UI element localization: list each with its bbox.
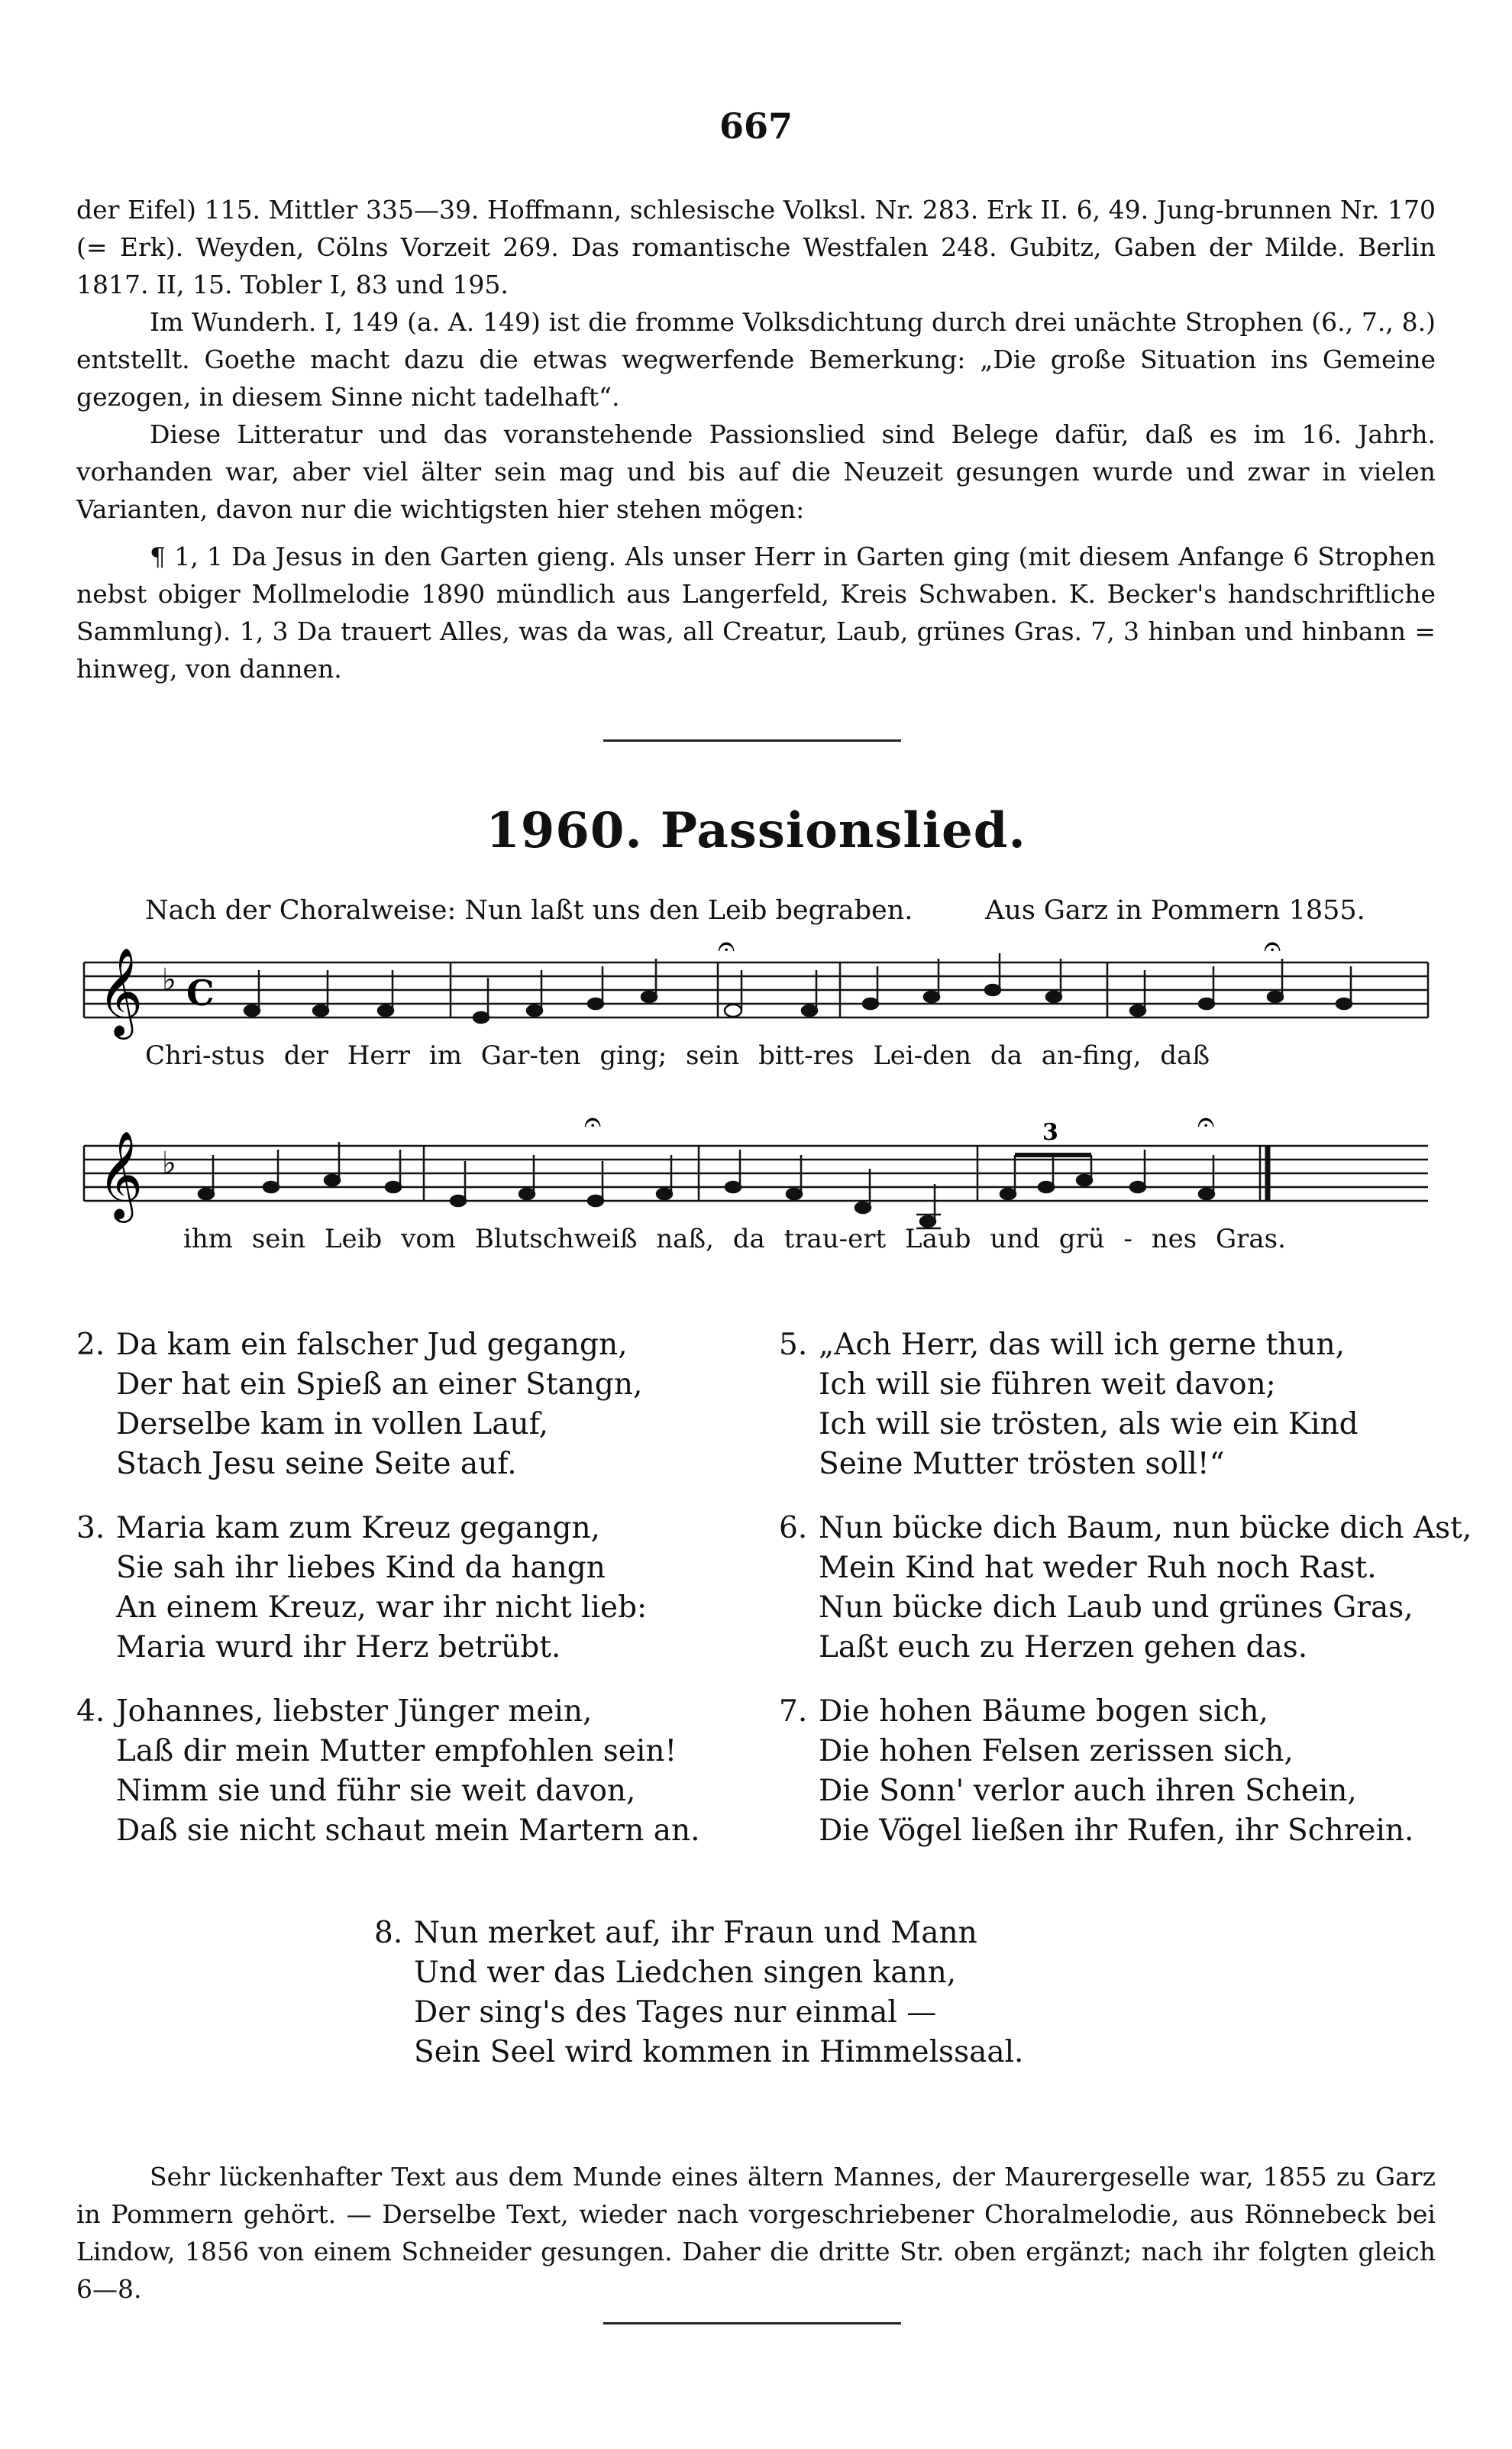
fermata-icon: 𝄐: [584, 1105, 602, 1140]
fermata-icon: 𝄐: [1197, 1105, 1215, 1140]
song-origin: Aus Garz in Pommern 1855.: [985, 895, 1365, 926]
treble-clef-icon: 𝄞: [98, 1130, 144, 1219]
song-title: [0, 802, 1512, 859]
fermata-icon: 𝄐: [1264, 929, 1281, 964]
fermata-icon: 𝄐: [718, 929, 735, 964]
stanza-2: 2. Da kam ein falscher Jud gegangn, Der hat ein Spieß an einer Stangn, Derselbe kam in vollen Lauf, Stach Jesu seine Seite auf.: [76, 1328, 643, 1481]
lyrics-line-2: ihm sein Leib vom Blutschweiß naß, da trau-ert Laub und grü - nes Gras.: [183, 1224, 1286, 1254]
svg-text:C: C: [186, 972, 215, 1014]
stanza-7: 7. Die hohen Bäume bogen sich, Die hohen Felsen zerissen sich, Die Sonn' verlor auch ihren Schein, Die Vögel ließen ihr Rufen, ihr Schrein.: [779, 1694, 1414, 1848]
svg-text:♭: ♭: [162, 1146, 176, 1181]
treble-clef-icon: 𝄞: [98, 946, 144, 1036]
lyrics-line-1: Chri-stus der Herr im Gar-ten ging; sein bitt-res Lei-den da an-fing, daß: [145, 1040, 1210, 1071]
stanza-6: 6. Nun bücke dich Baum, nun bücke dich Ast, Mein Kind hat weder Ruh noch Rast. Nun bücke dich Laub und grünes Gras, Laßt euch zu Herzen gehen das.: [779, 1511, 1472, 1664]
stanza-4: 4. Johannes, liebster Jünger mein, Laß dir mein Mutter empfohlen sein! Nimm sie und führ sie weit davon, Daß sie nicht schaut mein Martern an.: [76, 1694, 700, 1848]
stanza-5: 5. „Ach Herr, das will ich gerne thun, Ich will sie führen weit davon; Ich will sie trösten, als wie ein Kind Seine Mutter trösten soll!“: [779, 1328, 1359, 1481]
svg-text:♭: ♭: [162, 962, 176, 998]
references-text: der Eifel) 115. Mittler 335—39. Hoffmann, schlesische Volksl. Nr. 283. Erk II. 6, 49. Jung-brunnen Nr. 170 (= Erk). Weyden, Cölns Vorzeit 269. Das romantische Westfalen 248. Gubitz, Gaben der Milde. Berlin 1817. II, 15. Tobler I, 83 und 195.: [76, 195, 1436, 299]
melody-source: Nach der Choralweise: Nun laßt uns den Leib begraben.: [145, 895, 913, 926]
divider-bottom: [603, 2322, 901, 2324]
page-number: 667: [719, 105, 793, 147]
stanzas-left: [76, 1325, 764, 1851]
literature-note: Diese Litteratur und das voranstehende Passionslied sind Belege dafür, daß es im 16. Jahrh. vorhanden war, aber viel älter sein mag und bis auf die Neuzeit gesungen wurde und zwar in vielen Varianten, davon nur die wichtigsten hier stehen mögen:: [76, 419, 1436, 524]
references-paragraph: [76, 191, 1436, 528]
song-number: 1960.: [486, 802, 643, 859]
source-note: [76, 2158, 1436, 2308]
triplet-mark: 3: [1042, 1119, 1058, 1146]
divider-top: [603, 739, 901, 742]
stanza-3: 3. Maria kam zum Kreuz gegangn, Sie sah ihr liebes Kind da hangn An einem Kreuz, war ihr nicht lieb: Maria wurd ihr Herz betrübt.: [76, 1511, 648, 1664]
wunderhorn-note: Im Wunderh. I, 149 (a. A. 149) ist die fromme Volksdichtung durch drei unächte Strophen (6., 7., 8.) entstellt. Goethe macht dazu die etwas wegwerfende Bemerkung: „Die große Situation ins Gemeine gezogen, in diesem Sinne nicht tadelhaft“.: [76, 307, 1436, 412]
variant-note: ¶ 1, 1 Da Jesus in den Garten gieng. Als unser Herr in Garten ging (mit diesem Anfange 6 Strophen nebst obiger Mollmelodie 1890 mündlich aus Langerfeld, Kreis Schwaben. K. Becker's handschriftliche Sammlung). 1, 3 Da trauert Alles, was da was, all Creatur, Laub, grünes Gras. 7, 3 hinban und hinbann = hinweg, von dannen.: [76, 542, 1436, 684]
stanzas-right: [779, 1325, 1472, 1851]
source-note-text: Sehr lückenhafter Text aus dem Munde eines ältern Mannes, der Maurergeselle war, 1855 zu Garz in Pommern gehört. — Derselbe Text, wieder nach vorgeschriebener Choralmelodie, aus Rönnebeck bei Lindow, 1856 von einem Schneider gesungen. Daher die dritte Str. oben ergänzt; nach ihr folgten gleich 6—8.: [76, 2162, 1436, 2304]
song-name: Passionslied.: [660, 802, 1026, 859]
stanza-8: 8. Nun merket auf, ihr Fraun und Mann Und wer das Liedchen singen kann, Der sing's des Tages nur einmal — Sein Seel wird kommen in Himmelssaal.: [374, 1916, 1024, 2069]
